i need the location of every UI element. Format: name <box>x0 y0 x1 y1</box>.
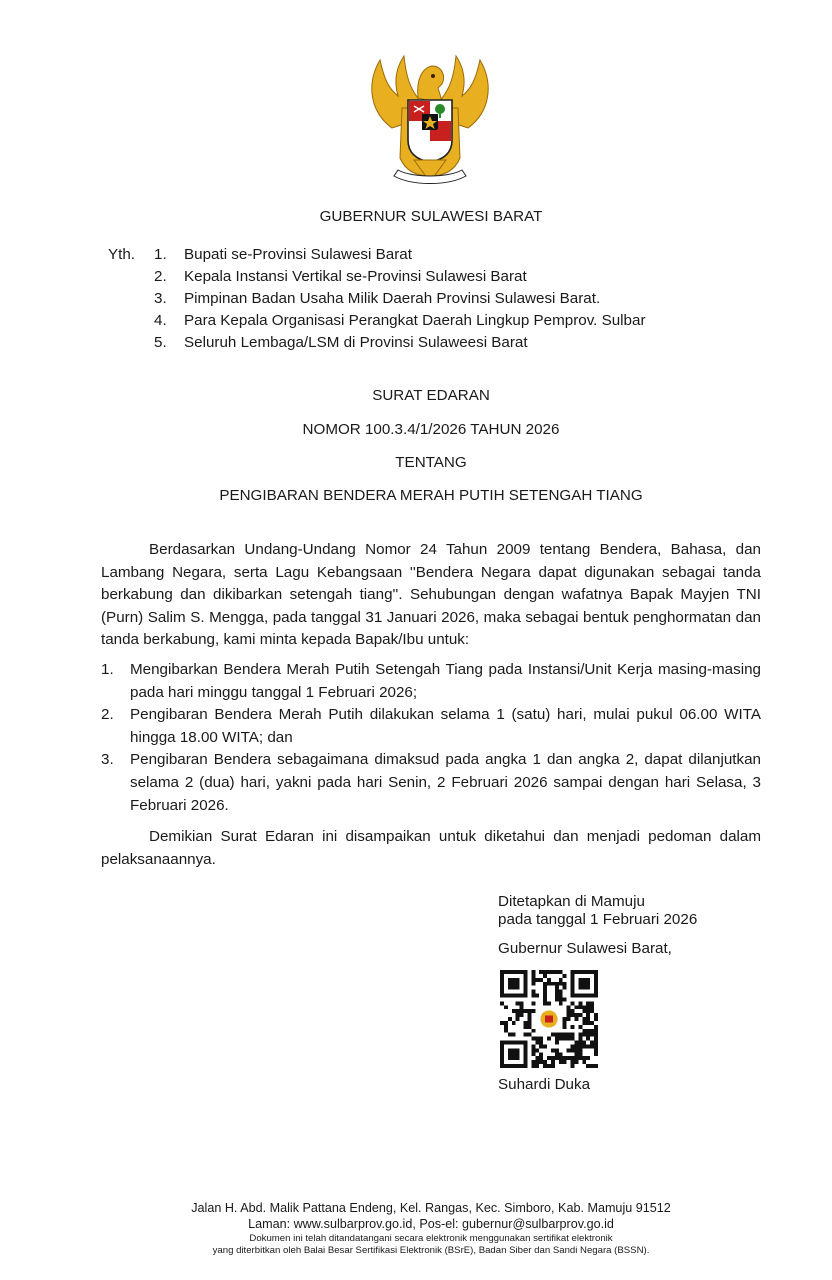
issuing-authority: GUBERNUR SULAWESI BARAT <box>319 208 543 225</box>
instruction-list <box>101 659 761 817</box>
list-item: 1. Mengibarkan Bendera Merah Putih Setengah Tiang pada Instansi/Unit Kerja masing-masing pada hari minggu tanggal 1 Februari 2026; <box>101 661 761 701</box>
closing-paragraph: Demikian Surat Edaran ini disampaikan untuk diketahui dan menjadi pedoman dalam pelaksanaannya. <box>101 828 761 868</box>
footer-address: Jalan H. Abd. Malik Pattana Endeng, Kel. Rangas, Kec. Simboro, Kab. Mamuju 91512 <box>191 1201 671 1215</box>
list-item: 2. Pengibaran Bendera Merah Putih dilakukan selama 1 (satu) hari, mulai pukul 06.00 WITA hingga 18.00 WITA; dan <box>101 706 761 746</box>
addressee-prefix: Yth. <box>108 246 136 263</box>
footer-contact: Laman: www.sulbarprov.go.id, Pos-el: gubernur@sulbarprov.go.id <box>248 1217 614 1231</box>
about-label: TENTANG <box>395 454 467 471</box>
signature-date: pada tanggal 1 Februari 2026 <box>498 911 698 928</box>
garuda-emblem-icon <box>362 48 498 188</box>
document-subject: PENGIBARAN BENDERA MERAH PUTIH SETENGAH TIANG <box>219 487 643 504</box>
opening-paragraph: Berdasarkan Undang-Undang Nomor 24 Tahun 2009 tentang Bendera, Bahasa, dan Lambang Negara, serta Lagu Kebangsaan ''Bendera Negara dapat digunakan sebagai tanda berkabung dan dikibarkan setengah tiang''. Sehubungan dengan wafatnya Bapak Mayjen TNI (Purn) Salim S. Mengga, pada tanggal 31 Januari 2026, maka sebagai bentuk penghormatan dan tanda berkabung, kami minta kepada Bapak/Ibu untuk: <box>101 541 761 649</box>
document-type: SURAT EDARAN <box>372 387 490 404</box>
qr-code-icon <box>500 970 598 1068</box>
footer-note-line2: yang diterbitkan oleh Balai Besar Sertifikasi Elektronik (BSrE), Badan Siber dan Sandi Negara (BSSN). <box>212 1245 650 1256</box>
footer-note-line1: Dokumen ini telah ditandatangani secara elektronik menggunakan sertifikat elektronik <box>249 1233 613 1244</box>
signature-title: Gubernur Sulawesi Barat, <box>498 940 672 957</box>
signature-place: Ditetapkan di Mamuju <box>498 893 645 910</box>
list-item: 3. Pengibaran Bendera sebagaimana dimaksud pada angka 1 dan angka 2, dapat dilanjutkan selama 2 (dua) hari, yakni pada hari Senin, 2 Februari 2026 sampai dengan hari Selasa, 3 Februari 2026. <box>101 751 761 814</box>
signatory-name: Suhardi Duka <box>498 1076 591 1093</box>
document-number: NOMOR 100.3.4/1/2026 TAHUN 2026 <box>302 421 560 438</box>
